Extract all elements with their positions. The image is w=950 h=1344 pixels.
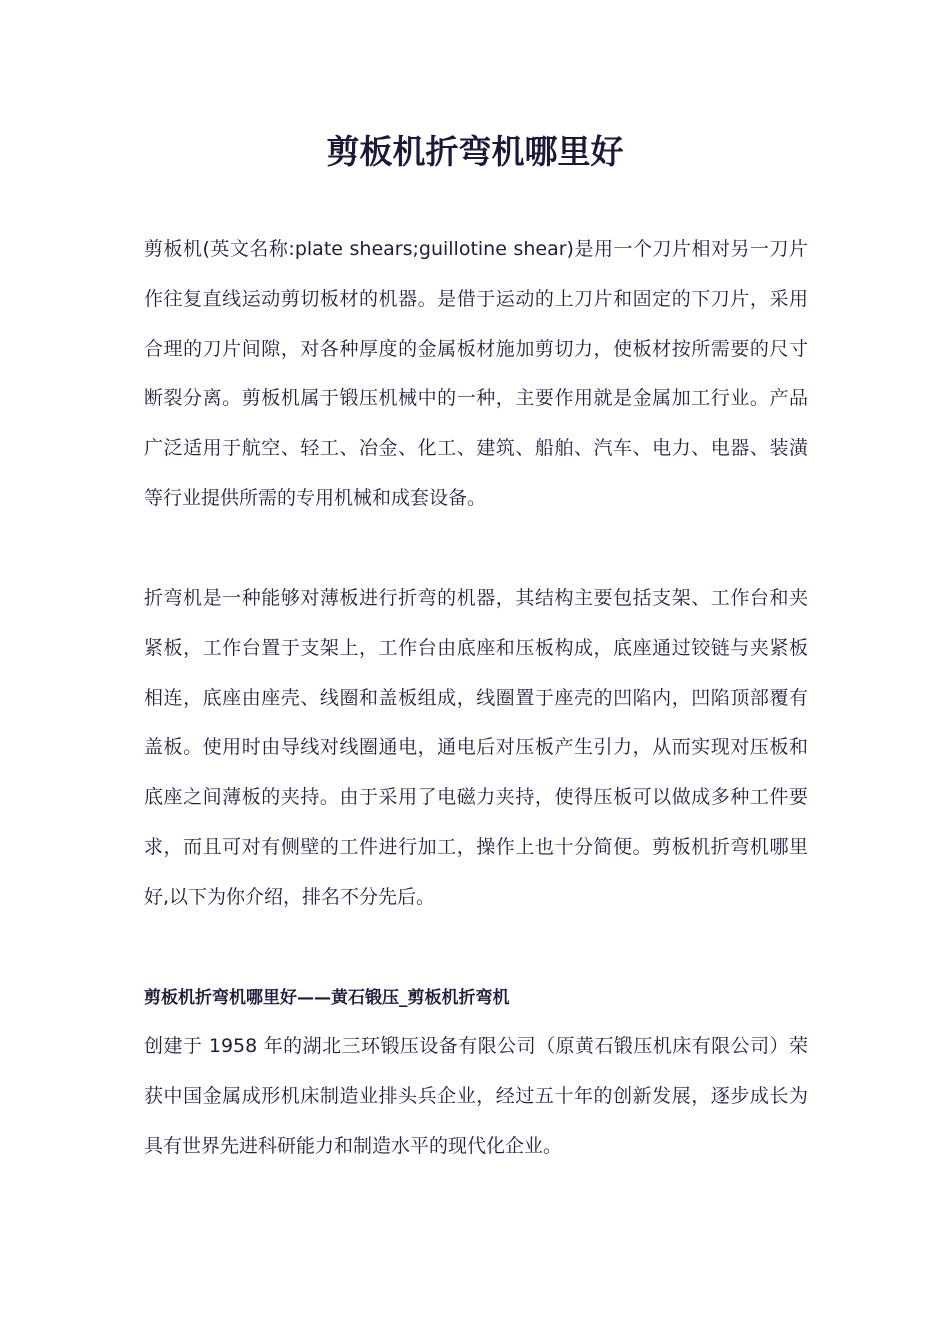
intro-paragraph-shearing-machine: 剪板机(英文名称:plate shears;guillotine shear)是用一个刀片相对另一刀片作往复直线运动剪切板材的机器。是借于运动的上刀片和固定的下刀片，采用合理的刀片间隙，对各种厚度的金属板材施加剪切力，使板材按所需要的尺寸断裂分离。剪板机属于锻压机械中的一种，主要作用就是金属加工行业。产品广泛适用于航空、轻工、冶金、化工、建筑、船舶、汽车、电力、电器、装潢等行业提供所需的专用机械和成套设备。 (144, 238, 808, 509)
page-title: 剪板机折弯机哪里好 (326, 132, 624, 171)
section-heading: 剪板机折弯机哪里好——黄石锻压_剪板机折弯机 (144, 988, 510, 1008)
section-paragraph: 创建于 1958 年的湖北三环锻压设备有限公司（原黄石锻压机床有限公司）荣获中国金属成形机床制造业排头兵企业，经过五十年的创新发展，逐步成长为具有世界先进科研能力和制造水平的现代化企业。 (144, 1035, 808, 1157)
intro-paragraph-bending-machine: 折弯机是一种能够对薄板进行折弯的机器，其结构主要包括支架、工作台和夹紧板，工作台置于支架上，工作台由底座和压板构成，底座通过铰链与夹紧板相连，底座由座壳、线圈和盖板组成，线圈置于座壳的凹陷内，凹陷顶部覆有盖板。使用时由导线对线圈通电，通电后对压板产生引力，从而实现对压板和底座之间薄板的夹持。由于采用了电磁力夹持，使得压板可以做成多种工件要求，而且可对有侧壁的工件进行加工，操作上也十分简便。剪板机折弯机哪里好,以下为你介绍，排名不分先后。 (144, 587, 808, 908)
